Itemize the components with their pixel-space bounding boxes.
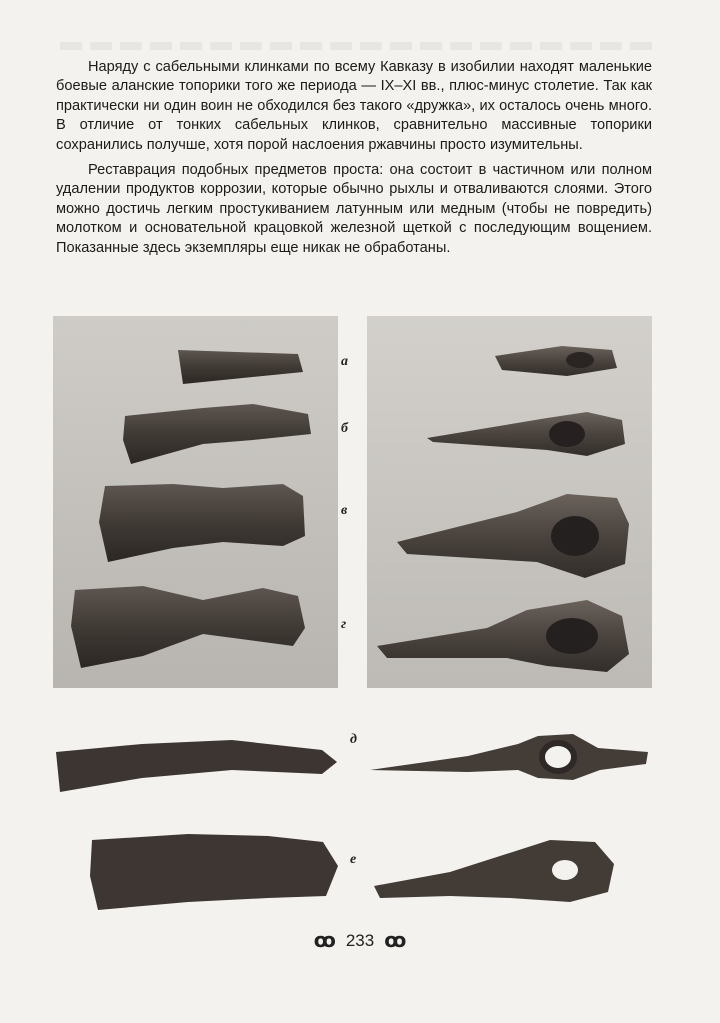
photo-axes-top-view: [367, 316, 652, 688]
figure-label-d: д: [350, 732, 357, 747]
photo-axe-d-side: [52, 730, 342, 800]
figure-label-a: а: [341, 354, 348, 369]
photo-axe-d-top: [368, 730, 650, 786]
figure-label-e: е: [350, 852, 357, 867]
figure-label-b: б: [341, 421, 348, 436]
photo-axe-e-side: [88, 826, 342, 912]
page-footer: [0, 928, 720, 953]
page-number: 233: [345, 930, 375, 950]
ornament-right-icon: ꝏ: [384, 930, 407, 952]
paragraph-1: Наряду с сабельными клинками по всему Кавказу в изобилии находят маленькие боевые аланские топорики того же периода — IX–XI вв., плюс-минус столетие. Так как практически ни один воин не обходился без такого «дружка», их осталось очень много. В отличие от тонких сабельных клинков, сравнительно массивные топорики сохранились получше, хотя порой наслоения ржавчины просто изумительны.: [56, 59, 652, 153]
figure-label-g: г: [341, 617, 347, 632]
photo-axes-side-view: [53, 316, 338, 688]
paragraph-2: Реставрация подобных предметов проста: она состоит в частичном или полном удалении продуктов коррозии, которые обычно рыхлы и отваливаются слоями. Этого можно достичь легким простукиванием латунным или медным (чтобы не повредить) молотком и основательной крацовкой железной щеткой с последующим вощением. Показанные здесь экземпляры еще никак не обработаны.: [56, 162, 652, 256]
ornament-left-icon: ꝏ: [313, 930, 336, 952]
photo-axe-e-top: [370, 832, 616, 906]
article-text: [56, 58, 652, 258]
figure-label-v: в: [341, 503, 348, 518]
bleed-through: [60, 42, 660, 50]
